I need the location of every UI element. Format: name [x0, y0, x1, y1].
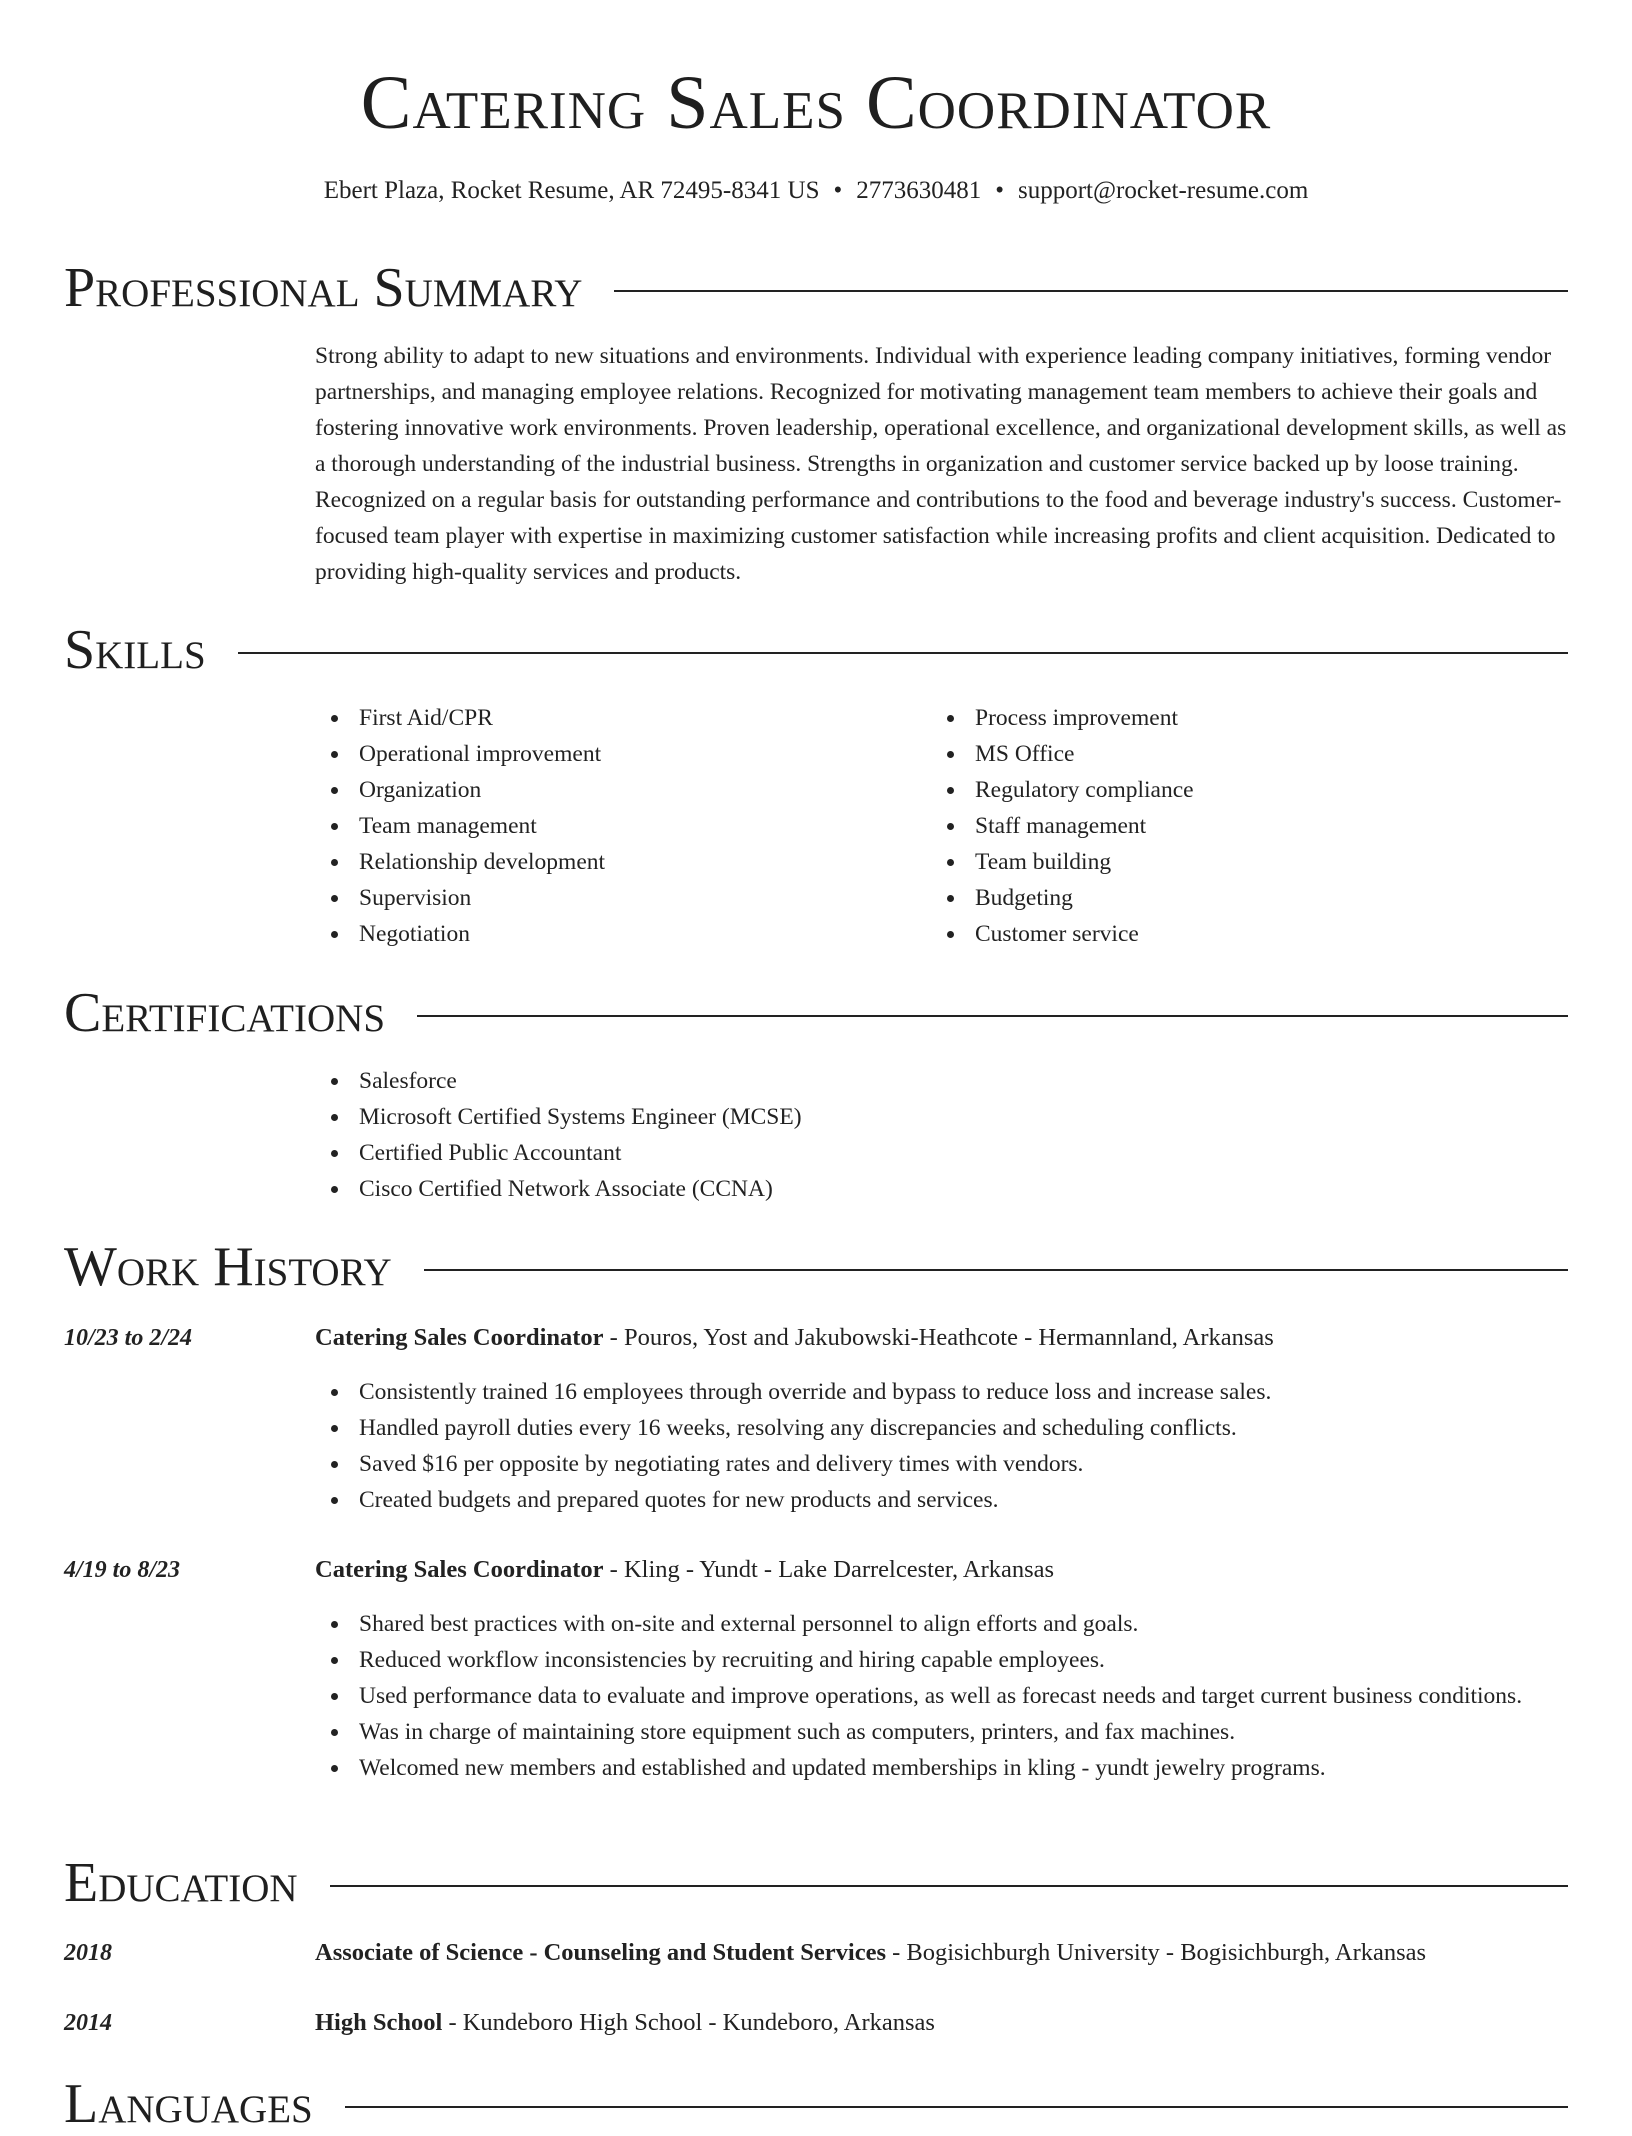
skill-item: Supervision: [315, 880, 915, 916]
job-bullets: [315, 1606, 1568, 1786]
skill-item: Negotiation: [315, 916, 915, 952]
section-title: Work History: [64, 1236, 392, 1298]
resume-name-title: Catering Sales Coordinator: [360, 61, 1272, 145]
skill-item: Team management: [315, 808, 915, 844]
skill-item: Team building: [931, 844, 1531, 880]
section-title: Certifications: [64, 982, 386, 1044]
education-year: 2018: [64, 1940, 112, 1966]
skill-item: Process improvement: [931, 700, 1531, 736]
education-school: - Kundeboro High School - Kundeboro, Arkansas: [442, 2009, 935, 2036]
contact-email: support@rocket-resume.com: [1018, 177, 1309, 204]
job-heading: [315, 1552, 1568, 1588]
summary-text: Strong ability to adapt to new situations and environments. Individual with experience leading company initiatives, forming vendor partnerships, and managing employee relations. Recognized for motivating management team members to achieve their goals and fostering innovative work environments. Proven leadership, operational excellence, and organizational development skills, as well as a thorough understanding of the industrial business. Strengths in organization and customer service backed up by loose training. Recognized on a regular basis for outstanding performance and contributions to the food and beverage industry's success. Customer-focused team player with expertise in maximizing customer satisfaction while increasing profits and client acquisition. Dedicated to providing high-quality services and products.: [315, 343, 1567, 585]
section-divider: [417, 1015, 1568, 1017]
job-bullet: Shared best practices with on-site and external personnel to align efforts and goals.: [315, 1606, 1568, 1642]
certification-item: Salesforce: [315, 1063, 1515, 1099]
contact-address: Ebert Plaza, Rocket Resume, AR 72495-8341 US: [323, 177, 820, 204]
skill-item: Customer service: [931, 916, 1531, 952]
job-dates: 10/23 to 2/24: [64, 1325, 193, 1351]
section-skills-header: [64, 618, 1568, 682]
section-divider: [614, 290, 1568, 292]
section-title: Education: [64, 1852, 298, 1914]
education-school: - Bogisichburgh University - Bogisichburgh, Arkansas: [885, 1939, 1427, 1966]
section-title: Languages: [64, 2073, 313, 2135]
certification-item: Cisco Certified Network Associate (CCNA): [315, 1171, 1515, 1207]
job-bullets: [315, 1374, 1568, 1518]
job-company: - Pouros, Yost and Jakubowski-Heathcote - Hermannland, Arkansas: [603, 1324, 1274, 1351]
job-bullet: Saved $16 per opposite by negotiating rates and delivery times with vendors.: [315, 1446, 1568, 1482]
education-degree: Associate of Science - Counseling and Student Services: [315, 1939, 886, 1966]
job-role: Catering Sales Coordinator: [315, 1556, 604, 1583]
job-heading: [315, 1320, 1568, 1356]
job-bullet: Reduced workflow inconsistencies by recruiting and hiring capable employees.: [315, 1642, 1568, 1678]
skill-item: Budgeting: [931, 880, 1531, 916]
contact-phone: 2773630481: [856, 177, 982, 204]
skill-item: Relationship development: [315, 844, 915, 880]
contact-line: [0, 174, 1632, 208]
section-divider: [238, 652, 1568, 654]
section-certifications-header: [64, 981, 1568, 1045]
contact-separator: •: [995, 177, 1004, 204]
job-bullet: Created budgets and prepared quotes for new products and services.: [315, 1482, 1568, 1518]
job-role: Catering Sales Coordinator: [315, 1324, 604, 1351]
job-company: - Kling - Yundt - Lake Darrelcester, Arkansas: [603, 1556, 1055, 1583]
contact-separator: •: [833, 177, 843, 204]
skills-list-right: [931, 700, 1531, 952]
education-heading: [315, 2005, 1568, 2041]
skill-item: Regulatory compliance: [931, 772, 1531, 808]
section-education-header: [64, 1851, 1568, 1915]
section-divider: [424, 1269, 1568, 1271]
job-bullet: Consistently trained 16 employees through override and bypass to reduce loss and increase sales.: [315, 1374, 1568, 1410]
section-divider: [345, 2106, 1568, 2108]
certification-item: Certified Public Accountant: [315, 1135, 1515, 1171]
section-work-header: [64, 1235, 1568, 1299]
section-title: Skills: [64, 619, 206, 681]
skill-item: Staff management: [931, 808, 1531, 844]
skill-item: Organization: [315, 772, 915, 808]
education-year: 2014: [64, 2010, 112, 2036]
skill-item: Operational improvement: [315, 736, 915, 772]
job-bullet: Was in charge of maintaining store equipment such as computers, printers, and fax machines.: [315, 1714, 1568, 1750]
skills-list-left: [315, 700, 915, 952]
section-title: Professional Summary: [64, 257, 583, 319]
section-divider: [330, 1885, 1568, 1887]
job-dates: 4/19 to 8/23: [64, 1557, 181, 1583]
skill-item: MS Office: [931, 736, 1531, 772]
certifications-list: [315, 1063, 1515, 1207]
job-bullet: Handled payroll duties every 16 weeks, resolving any discrepancies and scheduling conflicts.: [315, 1410, 1568, 1446]
education-degree: High School: [315, 2009, 443, 2036]
certification-item: Microsoft Certified Systems Engineer (MCSE): [315, 1099, 1515, 1135]
job-bullet: Used performance data to evaluate and improve operations, as well as forecast needs and target current business conditions.: [315, 1678, 1568, 1714]
section-summary-header: [64, 256, 1568, 320]
section-languages-header: [64, 2072, 1568, 2136]
skill-item: First Aid/CPR: [315, 700, 915, 736]
job-bullet: Welcomed new members and established and updated memberships in kling - yundt jewelry programs.: [315, 1750, 1568, 1786]
education-heading: [315, 1935, 1568, 1971]
